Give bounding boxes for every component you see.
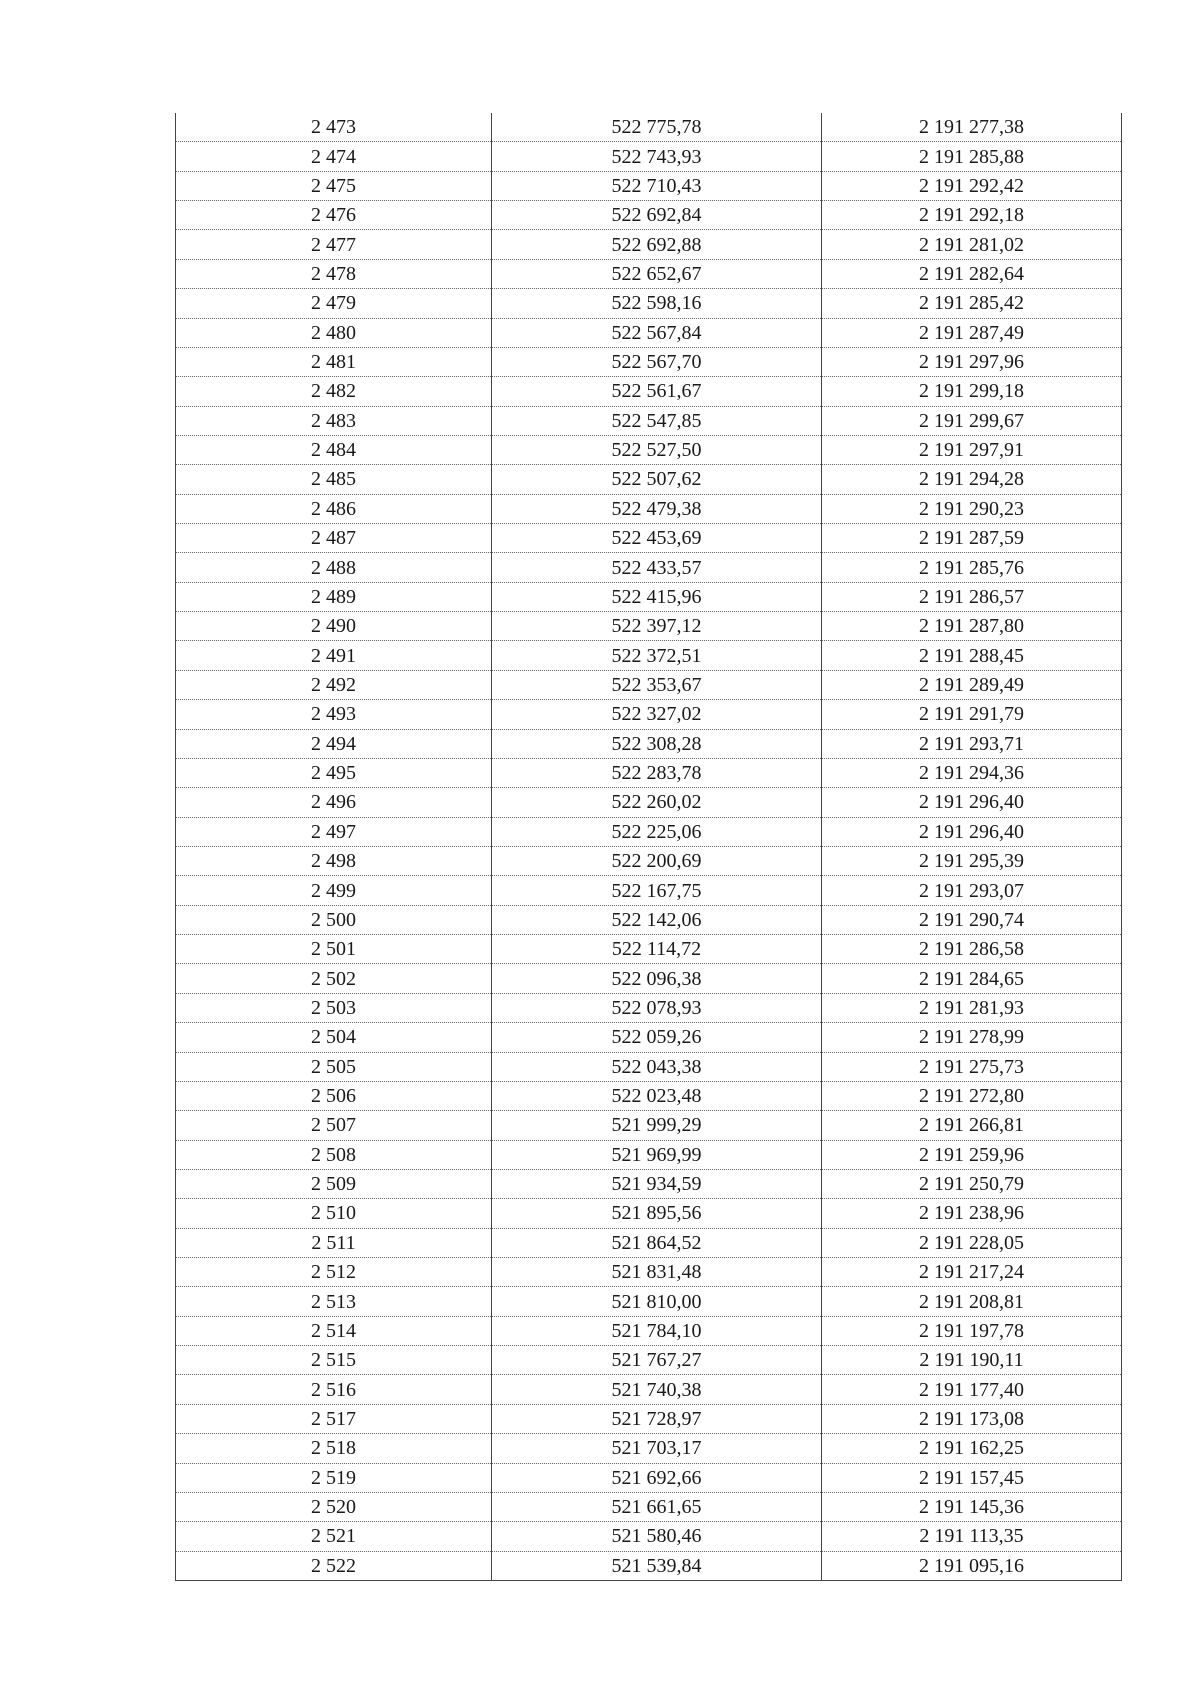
table-row	[176, 377, 1122, 406]
y-coordinate-cell: 2 191 296,40	[822, 817, 1122, 846]
y-coordinate-cell: 2 191 287,80	[822, 612, 1122, 641]
table-row	[176, 1199, 1122, 1228]
y-coordinate-cell: 2 191 285,42	[822, 289, 1122, 318]
table-row	[176, 1522, 1122, 1551]
x-coordinate-cell: 522 167,75	[492, 876, 822, 905]
point-number-cell: 2 477	[176, 230, 492, 259]
y-coordinate-cell: 2 191 277,38	[822, 113, 1122, 142]
table-row	[176, 1316, 1122, 1345]
point-number-cell: 2 507	[176, 1111, 492, 1140]
y-coordinate-cell: 2 191 285,76	[822, 553, 1122, 582]
x-coordinate-cell: 521 661,65	[492, 1492, 822, 1521]
point-number-cell: 2 474	[176, 142, 492, 171]
point-number-cell: 2 479	[176, 289, 492, 318]
point-number-cell: 2 513	[176, 1287, 492, 1316]
table-row	[176, 1258, 1122, 1287]
x-coordinate-cell: 522 507,62	[492, 465, 822, 494]
y-coordinate-cell: 2 191 266,81	[822, 1111, 1122, 1140]
y-coordinate-cell: 2 191 284,65	[822, 964, 1122, 993]
table-row	[176, 670, 1122, 699]
point-number-cell: 2 476	[176, 201, 492, 230]
table-row	[176, 1492, 1122, 1521]
table-row	[176, 1111, 1122, 1140]
x-coordinate-cell: 521 784,10	[492, 1316, 822, 1345]
y-coordinate-cell: 2 191 275,73	[822, 1052, 1122, 1081]
point-number-cell: 2 485	[176, 465, 492, 494]
table-row	[176, 935, 1122, 964]
y-coordinate-cell: 2 191 294,36	[822, 758, 1122, 787]
y-coordinate-cell: 2 191 162,25	[822, 1434, 1122, 1463]
point-number-cell: 2 494	[176, 729, 492, 758]
y-coordinate-cell: 2 191 259,96	[822, 1140, 1122, 1169]
y-coordinate-cell: 2 191 228,05	[822, 1228, 1122, 1257]
x-coordinate-cell: 522 598,16	[492, 289, 822, 318]
table-row	[176, 524, 1122, 553]
table-row	[176, 1169, 1122, 1198]
y-coordinate-cell: 2 191 286,58	[822, 935, 1122, 964]
x-coordinate-cell: 521 580,46	[492, 1522, 822, 1551]
table-row	[176, 553, 1122, 582]
point-number-cell: 2 521	[176, 1522, 492, 1551]
x-coordinate-cell: 521 539,84	[492, 1551, 822, 1580]
point-number-cell: 2 514	[176, 1316, 492, 1345]
table-row	[176, 1375, 1122, 1404]
x-coordinate-cell: 522 059,26	[492, 1023, 822, 1052]
y-coordinate-cell: 2 191 286,57	[822, 582, 1122, 611]
point-number-cell: 2 516	[176, 1375, 492, 1404]
x-coordinate-cell: 521 728,97	[492, 1404, 822, 1433]
y-coordinate-cell: 2 191 095,16	[822, 1551, 1122, 1580]
x-coordinate-cell: 522 043,38	[492, 1052, 822, 1081]
point-number-cell: 2 488	[176, 553, 492, 582]
table-row	[176, 347, 1122, 376]
point-number-cell: 2 495	[176, 758, 492, 787]
x-coordinate-cell: 521 934,59	[492, 1169, 822, 1198]
y-coordinate-cell: 2 191 278,99	[822, 1023, 1122, 1052]
y-coordinate-cell: 2 191 297,96	[822, 347, 1122, 376]
y-coordinate-cell: 2 191 297,91	[822, 435, 1122, 464]
table-row	[176, 406, 1122, 435]
y-coordinate-cell: 2 191 281,02	[822, 230, 1122, 259]
point-number-cell: 2 515	[176, 1346, 492, 1375]
y-coordinate-cell: 2 191 287,49	[822, 318, 1122, 347]
x-coordinate-cell: 522 561,67	[492, 377, 822, 406]
x-coordinate-cell: 521 740,38	[492, 1375, 822, 1404]
x-coordinate-cell: 522 225,06	[492, 817, 822, 846]
x-coordinate-cell: 522 652,67	[492, 259, 822, 288]
table-row	[176, 1463, 1122, 1492]
point-number-cell: 2 491	[176, 641, 492, 670]
point-number-cell: 2 505	[176, 1052, 492, 1081]
point-number-cell: 2 490	[176, 612, 492, 641]
y-coordinate-cell: 2 191 217,24	[822, 1258, 1122, 1287]
x-coordinate-cell: 521 864,52	[492, 1228, 822, 1257]
y-coordinate-cell: 2 191 295,39	[822, 846, 1122, 875]
x-coordinate-cell: 522 353,67	[492, 670, 822, 699]
table-row	[176, 729, 1122, 758]
table-row	[176, 1434, 1122, 1463]
table-row	[176, 230, 1122, 259]
table-row	[176, 758, 1122, 787]
x-coordinate-cell: 522 692,88	[492, 230, 822, 259]
y-coordinate-cell: 2 191 294,28	[822, 465, 1122, 494]
x-coordinate-cell: 522 096,38	[492, 964, 822, 993]
table-row	[176, 582, 1122, 611]
point-number-cell: 2 484	[176, 435, 492, 464]
point-number-cell: 2 500	[176, 905, 492, 934]
point-number-cell: 2 478	[176, 259, 492, 288]
y-coordinate-cell: 2 191 289,49	[822, 670, 1122, 699]
point-number-cell: 2 489	[176, 582, 492, 611]
y-coordinate-cell: 2 191 173,08	[822, 1404, 1122, 1433]
point-number-cell: 2 511	[176, 1228, 492, 1257]
table-row	[176, 259, 1122, 288]
point-number-cell: 2 522	[176, 1551, 492, 1580]
point-number-cell: 2 503	[176, 993, 492, 1022]
point-number-cell: 2 475	[176, 171, 492, 200]
y-coordinate-cell: 2 191 288,45	[822, 641, 1122, 670]
table-row	[176, 1287, 1122, 1316]
x-coordinate-cell: 522 308,28	[492, 729, 822, 758]
y-coordinate-cell: 2 191 272,80	[822, 1081, 1122, 1110]
x-coordinate-cell: 521 999,29	[492, 1111, 822, 1140]
table-row	[176, 817, 1122, 846]
y-coordinate-cell: 2 191 299,67	[822, 406, 1122, 435]
x-coordinate-cell: 521 810,00	[492, 1287, 822, 1316]
x-coordinate-cell: 522 567,70	[492, 347, 822, 376]
x-coordinate-cell: 522 023,48	[492, 1081, 822, 1110]
table-row	[176, 905, 1122, 934]
y-coordinate-cell: 2 191 291,79	[822, 700, 1122, 729]
table-row	[176, 876, 1122, 905]
x-coordinate-cell: 522 397,12	[492, 612, 822, 641]
point-number-cell: 2 512	[176, 1258, 492, 1287]
x-coordinate-cell: 522 692,84	[492, 201, 822, 230]
table-row	[176, 1551, 1122, 1580]
x-coordinate-cell: 521 692,66	[492, 1463, 822, 1492]
table-row	[176, 289, 1122, 318]
y-coordinate-cell: 2 191 292,42	[822, 171, 1122, 200]
x-coordinate-cell: 521 831,48	[492, 1258, 822, 1287]
table-row	[176, 964, 1122, 993]
x-coordinate-cell: 521 767,27	[492, 1346, 822, 1375]
table-row	[176, 465, 1122, 494]
point-number-cell: 2 517	[176, 1404, 492, 1433]
y-coordinate-cell: 2 191 208,81	[822, 1287, 1122, 1316]
y-coordinate-cell: 2 191 157,45	[822, 1463, 1122, 1492]
y-coordinate-cell: 2 191 145,36	[822, 1492, 1122, 1521]
point-number-cell: 2 487	[176, 524, 492, 553]
point-number-cell: 2 502	[176, 964, 492, 993]
table-row	[176, 201, 1122, 230]
y-coordinate-cell: 2 191 290,23	[822, 494, 1122, 523]
x-coordinate-cell: 522 200,69	[492, 846, 822, 875]
y-coordinate-cell: 2 191 290,74	[822, 905, 1122, 934]
x-coordinate-cell: 522 453,69	[492, 524, 822, 553]
coordinates-table	[175, 113, 1122, 1581]
point-number-cell: 2 508	[176, 1140, 492, 1169]
x-coordinate-cell: 522 114,72	[492, 935, 822, 964]
y-coordinate-cell: 2 191 281,93	[822, 993, 1122, 1022]
point-number-cell: 2 497	[176, 817, 492, 846]
point-number-cell: 2 473	[176, 113, 492, 142]
x-coordinate-cell: 522 433,57	[492, 553, 822, 582]
x-coordinate-cell: 521 969,99	[492, 1140, 822, 1169]
table-row	[176, 318, 1122, 347]
point-number-cell: 2 483	[176, 406, 492, 435]
x-coordinate-cell: 522 567,84	[492, 318, 822, 347]
x-coordinate-cell: 522 078,93	[492, 993, 822, 1022]
point-number-cell: 2 498	[176, 846, 492, 875]
y-coordinate-cell: 2 191 287,59	[822, 524, 1122, 553]
y-coordinate-cell: 2 191 299,18	[822, 377, 1122, 406]
point-number-cell: 2 519	[176, 1463, 492, 1492]
x-coordinate-cell: 522 260,02	[492, 788, 822, 817]
point-number-cell: 2 504	[176, 1023, 492, 1052]
table-row	[176, 435, 1122, 464]
x-coordinate-cell: 521 895,56	[492, 1199, 822, 1228]
y-coordinate-cell: 2 191 293,71	[822, 729, 1122, 758]
x-coordinate-cell: 522 283,78	[492, 758, 822, 787]
x-coordinate-cell: 522 775,78	[492, 113, 822, 142]
x-coordinate-cell: 522 743,93	[492, 142, 822, 171]
y-coordinate-cell: 2 191 293,07	[822, 876, 1122, 905]
x-coordinate-cell: 522 710,43	[492, 171, 822, 200]
x-coordinate-cell: 522 415,96	[492, 582, 822, 611]
point-number-cell: 2 496	[176, 788, 492, 817]
table-row	[176, 171, 1122, 200]
table-row	[176, 788, 1122, 817]
point-number-cell: 2 501	[176, 935, 492, 964]
table-row	[176, 1023, 1122, 1052]
point-number-cell: 2 493	[176, 700, 492, 729]
x-coordinate-cell: 522 479,38	[492, 494, 822, 523]
y-coordinate-cell: 2 191 250,79	[822, 1169, 1122, 1198]
point-number-cell: 2 518	[176, 1434, 492, 1463]
point-number-cell: 2 480	[176, 318, 492, 347]
table-row	[176, 700, 1122, 729]
table-row	[176, 641, 1122, 670]
table-row	[176, 1228, 1122, 1257]
point-number-cell: 2 520	[176, 1492, 492, 1521]
point-number-cell: 2 492	[176, 670, 492, 699]
point-number-cell: 2 510	[176, 1199, 492, 1228]
point-number-cell: 2 486	[176, 494, 492, 523]
point-number-cell: 2 509	[176, 1169, 492, 1198]
point-number-cell: 2 499	[176, 876, 492, 905]
table-row	[176, 1140, 1122, 1169]
y-coordinate-cell: 2 191 190,11	[822, 1346, 1122, 1375]
table-row	[176, 1081, 1122, 1110]
table-row	[176, 1052, 1122, 1081]
y-coordinate-cell: 2 191 285,88	[822, 142, 1122, 171]
table-row	[176, 113, 1122, 142]
point-number-cell: 2 481	[176, 347, 492, 376]
coordinates-table-body	[176, 113, 1122, 1580]
x-coordinate-cell: 522 547,85	[492, 406, 822, 435]
x-coordinate-cell: 521 703,17	[492, 1434, 822, 1463]
x-coordinate-cell: 522 527,50	[492, 435, 822, 464]
y-coordinate-cell: 2 191 238,96	[822, 1199, 1122, 1228]
table-row	[176, 993, 1122, 1022]
table-row	[176, 1404, 1122, 1433]
x-coordinate-cell: 522 327,02	[492, 700, 822, 729]
y-coordinate-cell: 2 191 282,64	[822, 259, 1122, 288]
x-coordinate-cell: 522 372,51	[492, 641, 822, 670]
table-row	[176, 142, 1122, 171]
y-coordinate-cell: 2 191 197,78	[822, 1316, 1122, 1345]
x-coordinate-cell: 522 142,06	[492, 905, 822, 934]
table-row	[176, 612, 1122, 641]
y-coordinate-cell: 2 191 177,40	[822, 1375, 1122, 1404]
y-coordinate-cell: 2 191 292,18	[822, 201, 1122, 230]
y-coordinate-cell: 2 191 296,40	[822, 788, 1122, 817]
point-number-cell: 2 506	[176, 1081, 492, 1110]
table-row	[176, 846, 1122, 875]
table-row	[176, 494, 1122, 523]
point-number-cell: 2 482	[176, 377, 492, 406]
table-row	[176, 1346, 1122, 1375]
y-coordinate-cell: 2 191 113,35	[822, 1522, 1122, 1551]
